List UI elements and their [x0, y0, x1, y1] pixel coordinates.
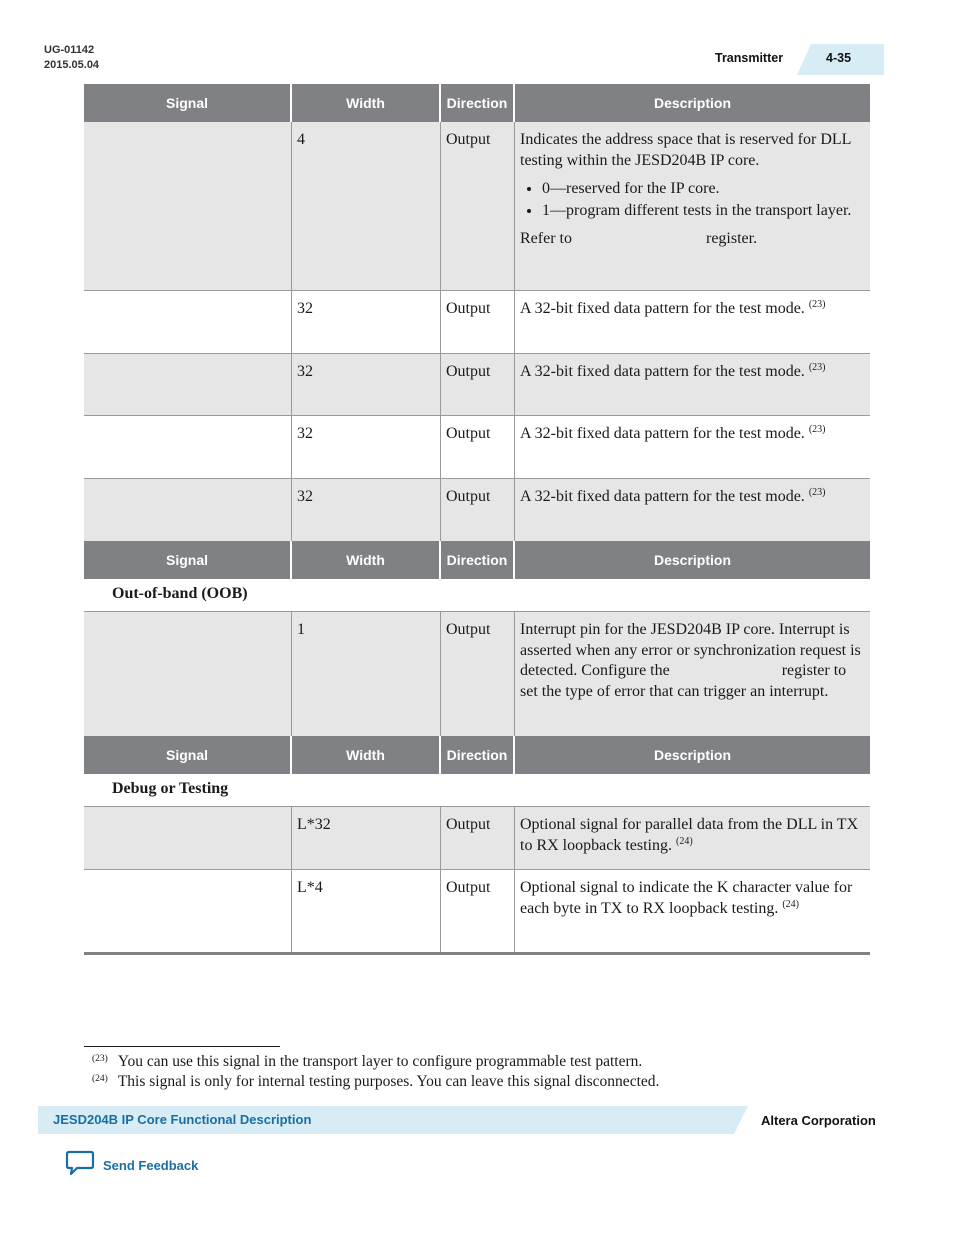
- description-list: [520, 179, 865, 221]
- table-row: [84, 416, 870, 479]
- footnote-text: You can use this signal in the transport layer to configure programmable test pattern.: [117, 1053, 643, 1070]
- signal-cell: [84, 122, 292, 290]
- footnote-mark: (23): [92, 1054, 108, 1064]
- description-text: Indicates the address space that is reserved for DLL testing within the JESD204B IP core.: [520, 131, 851, 169]
- signal-cell: [84, 479, 292, 541]
- doc-date: 2015.05.04: [44, 59, 100, 71]
- direction-cell: Output: [441, 291, 515, 353]
- column-header-signal: Signal: [84, 84, 292, 122]
- table-row: [84, 807, 870, 870]
- speech-bubble-icon: [65, 1150, 95, 1181]
- column-header-width: Width: [292, 736, 441, 774]
- column-header-signal: Signal: [84, 541, 292, 579]
- register-reference: [520, 229, 865, 250]
- description-text: A 32-bit fixed data pattern for the test mode.: [520, 488, 805, 505]
- description-text: A 32-bit fixed data pattern for the test mode.: [520, 300, 805, 317]
- section-title: Transmitter: [715, 51, 784, 65]
- column-header-description: Description: [515, 736, 870, 774]
- refer-suffix: register.: [705, 230, 758, 247]
- column-header-width: Width: [292, 541, 441, 579]
- description-cell: [515, 807, 870, 869]
- description-text: A 32-bit fixed data pattern for the test mode.: [520, 363, 805, 380]
- footnote-ref: (23): [808, 299, 826, 310]
- width-cell: 1: [292, 612, 441, 736]
- description-text: Optional signal for parallel data from the DLL in TX to RX loopback testing.: [520, 816, 859, 854]
- send-feedback-link[interactable]: [65, 1150, 198, 1181]
- table-header-row: [84, 541, 870, 579]
- column-header-description: Description: [515, 541, 870, 579]
- table-bottom-rule: [84, 952, 870, 955]
- description-text: Optional signal to indicate the K character value for each byte in TX to RX loopback testing.: [520, 879, 853, 917]
- group-heading-oob: Out-of-band (OOB): [84, 579, 870, 612]
- group-heading-debug: Debug or Testing: [84, 774, 870, 807]
- description-cell: [515, 354, 870, 415]
- footnote: [92, 1052, 642, 1072]
- column-header-direction: Direction: [441, 541, 515, 579]
- send-feedback-label: Send Feedback: [103, 1158, 199, 1173]
- table-row: [84, 612, 870, 736]
- direction-cell: Output: [441, 416, 515, 478]
- direction-cell: Output: [441, 612, 515, 736]
- footnote-ref: (24): [675, 835, 693, 847]
- description-text: Interrupt pin for the JESD204B IP core. Interrupt is asserted when any error or synchronization request is detected. Configure the: [520, 621, 861, 679]
- footer-chapter-title[interactable]: JESD204B IP Core Functional Description: [53, 1112, 312, 1127]
- width-cell: 4: [292, 122, 441, 290]
- signal-cell: [84, 291, 292, 353]
- direction-cell: Output: [441, 870, 515, 952]
- column-header-direction: Direction: [441, 84, 515, 122]
- signal-cell: [84, 416, 292, 478]
- document-id: [44, 43, 99, 73]
- direction-cell: Output: [441, 122, 515, 290]
- signal-cell: [84, 354, 292, 415]
- footnote-ref: (23): [808, 362, 826, 373]
- description-cell: [515, 612, 870, 736]
- description-cell: [515, 122, 870, 290]
- footnote-mark: (24): [92, 1074, 108, 1084]
- description-text: A 32-bit fixed data pattern for the test mode.: [520, 425, 805, 442]
- column-header-width: Width: [292, 84, 441, 122]
- footnote: [92, 1072, 659, 1092]
- column-header-description: Description: [515, 84, 870, 122]
- doc-number: UG-01142: [44, 44, 95, 56]
- description-text-continued: register to set the type of error that can trigger an interrupt.: [520, 662, 847, 700]
- footnote-ref: (24): [782, 898, 799, 910]
- table-row: [84, 479, 870, 541]
- width-cell: 32: [292, 354, 441, 415]
- list-item: • 0—reserved for the IP core.: [542, 179, 865, 200]
- table-header-row: [84, 736, 870, 774]
- signal-cell: [84, 807, 292, 869]
- refer-prefix: Refer to: [520, 230, 572, 247]
- description-cell: [515, 416, 870, 478]
- width-cell: 32: [292, 479, 441, 541]
- signal-cell: [84, 870, 292, 952]
- footer-company: Altera Corporation: [761, 1113, 876, 1128]
- description-cell: [515, 479, 870, 541]
- footnote-ref: (23): [808, 487, 826, 498]
- width-cell: L*32: [292, 807, 441, 869]
- column-header-signal: Signal: [84, 736, 292, 774]
- footnote-ref: (23): [808, 424, 826, 435]
- signal-cell: [84, 612, 292, 736]
- table-row: [84, 122, 870, 291]
- table-row: [84, 870, 870, 952]
- table-row: [84, 291, 870, 354]
- direction-cell: Output: [441, 479, 515, 541]
- width-cell: 32: [292, 416, 441, 478]
- footnote-text: This signal is only for internal testing purposes. You can leave this signal disconnected.: [117, 1073, 660, 1090]
- width-cell: L*4: [292, 870, 441, 952]
- signal-table: [84, 84, 870, 955]
- column-header-direction: Direction: [441, 736, 515, 774]
- footnote-divider: [84, 1046, 280, 1047]
- list-item: • 1—program different tests in the transport layer.: [542, 201, 865, 222]
- page-number: 4-35: [826, 51, 852, 65]
- direction-cell: Output: [441, 354, 515, 415]
- table-header-row: [84, 84, 870, 122]
- direction-cell: Output: [441, 807, 515, 869]
- width-cell: 32: [292, 291, 441, 353]
- table-row: [84, 354, 870, 416]
- description-cell: [515, 291, 870, 353]
- description-cell: [515, 870, 870, 952]
